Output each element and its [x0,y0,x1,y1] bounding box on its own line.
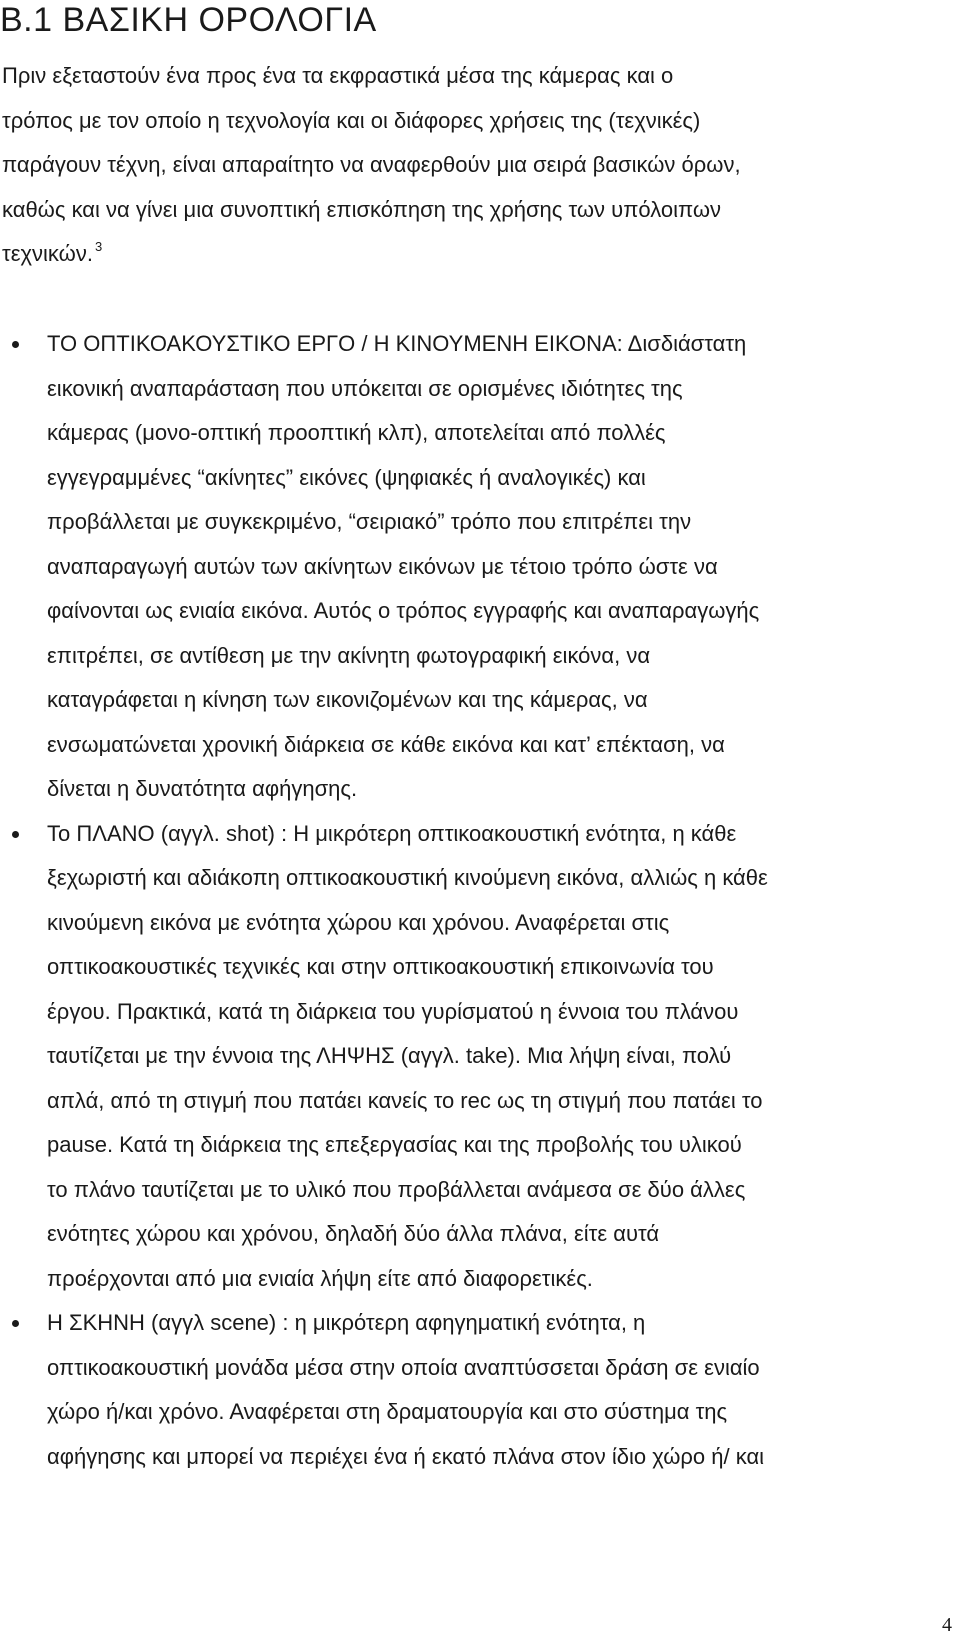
text-line: καθώς και να γίνει μια συνοπτική επισκόπηση της χρήσης των υπόλοιπων [2,196,722,222]
text-line: προβάλλεται με συγκεκριμένο, “σειριακό” τρόπο που επιτρέπει την [47,509,692,534]
definitions-list [0,322,950,1479]
text-line: κάμερας (μονο-οπτική προοπτική κλπ), αποτελείται από πολλές [47,420,666,445]
text-line-content: τεχνικών. [2,241,93,266]
footnote-reference[interactable]: 3 [94,239,103,254]
bullet-icon [12,341,19,348]
text-line: το πλάνο ταυτίζεται με το υλικό που προβάλλεται ανάμεσα σε δύο άλλες [47,1176,746,1202]
bullet-icon [12,1320,19,1327]
text-line: επιτρέπει, σε αντίθεση με την ακίνητη φωτογραφική εικόνα, να [47,642,651,668]
text-line: κινούμενη εικόνα με ενότητα χώρου και χρόνου. Αναφέρεται στις [47,909,670,935]
text-line: Πριν εξεταστούν ένα προς ένα τα εκφραστικά μέσα της κάμερας και ο [2,63,674,88]
text-line: εγγεγραμμένες “ακίνητες” εικόνες (ψηφιακές ή αναλογικές) και [47,464,646,490]
text-line: φαίνονται ως ενιαία εικόνα. Αυτός ο τρόπος εγγραφής και αναπαραγωγής [47,598,760,623]
page-number: 4 [942,1614,952,1636]
text-line: παράγουν τέχνη, είναι απαραίτητο να αναφερθούν μια σειρά βασικών όρων, [2,152,741,177]
text-line: ενότητες χώρου και χρόνου, δηλαδή δύο άλλα πλάνα, είτε αυτά [47,1221,660,1246]
text-line: αφήγησης και μπορεί να περιέχει ένα ή εκατό πλάνα στον ίδιο χώρο ή/ και [47,1443,765,1469]
text-line: Το ΠΛΑΝΟ (αγγλ. shot) : Η μικρότερη οπτικοακουστική ενότητα, η κάθε [47,820,737,846]
text-line: εικονική αναπαράσταση που υπόκειται σε ορισμένες ιδιότητες της [47,375,683,401]
text-line: χώρο ή/και χρόνο. Αναφέρεται στη δραματουργία και στο σύστημα της [47,1399,728,1424]
text-line: pause. Κατά τη διάρκεια της επεξεργασίας και της προβολής του υλικού [47,1132,742,1157]
text-line: δίνεται η δυνατότητα αφήγησης. [47,776,358,801]
text-line: καταγράφεται η κίνηση των εικονιζομένων και της κάμερας, να [47,687,648,712]
text-line: έργου. Πρακτικά, κατά τη διάρκεια του γυρίσματού η έννοια του πλάνου [47,998,739,1024]
text-line: αναπαραγωγή αυτών των ακίνητων εικόνων με τέτοιο τρόπο ώστε να [47,553,718,579]
text-line: οπτικοακουστικές τεχνικές και στην οπτικοακουστική επικοινωνία του [47,954,714,979]
text-line: απλά, από τη στιγμή που πατάει κανείς το rec ως τη στιγμή που πατάει το [47,1087,763,1113]
bullet-icon [12,831,19,838]
text-line: ξεχωριστή και αδιάκοπη οπτικοακουστική κινούμενη εικόνα, αλλιώς η κάθε [47,865,768,890]
list-item-audiovisual-work [0,322,950,812]
text-line-last [2,232,932,277]
section-heading: Β.1 ΒΑΣΙΚΗ ΟΡΟΛΟΓΙΑ [0,1,377,39]
text-line: ταυτίζεται με την έννοια της ΛΗΨΗΣ (αγγλ. take). Μια λήψη είναι, πολύ [47,1043,732,1068]
text-line: οπτικοακουστική μονάδα μέσα στην οποία αναπτύσσεται δράση σε ενιαίο [47,1354,760,1380]
text-line: τρόπος με τον οποίο η τεχνολογία και οι διάφορες χρήσεις της (τεχνικές) [2,107,701,133]
list-item-shot [0,812,950,1302]
text-line: ΤΟ ΟΠΤΙΚΟΑΚΟΥΣΤΙΚΟ ΕΡΓΟ / Η ΚΙΝΟΥΜΕΝΗ ΕΙΚΟΝΑ: Δισδιάστατη [47,331,747,356]
list-item-scene [0,1301,950,1479]
text-line: Η ΣΚΗΝΗ (αγγλ scene) : η μικρότερη αφηγηματική ενότητα, η [47,1310,646,1335]
text-line: ενσωματώνεται χρονική διάρκεια σε κάθε εικόνα και κατ’ επέκταση, να [47,731,725,757]
intro-paragraph [2,54,932,277]
text-line: προέρχονται από μια ενιαία λήψη είτε από διαφορετικές. [47,1265,593,1291]
